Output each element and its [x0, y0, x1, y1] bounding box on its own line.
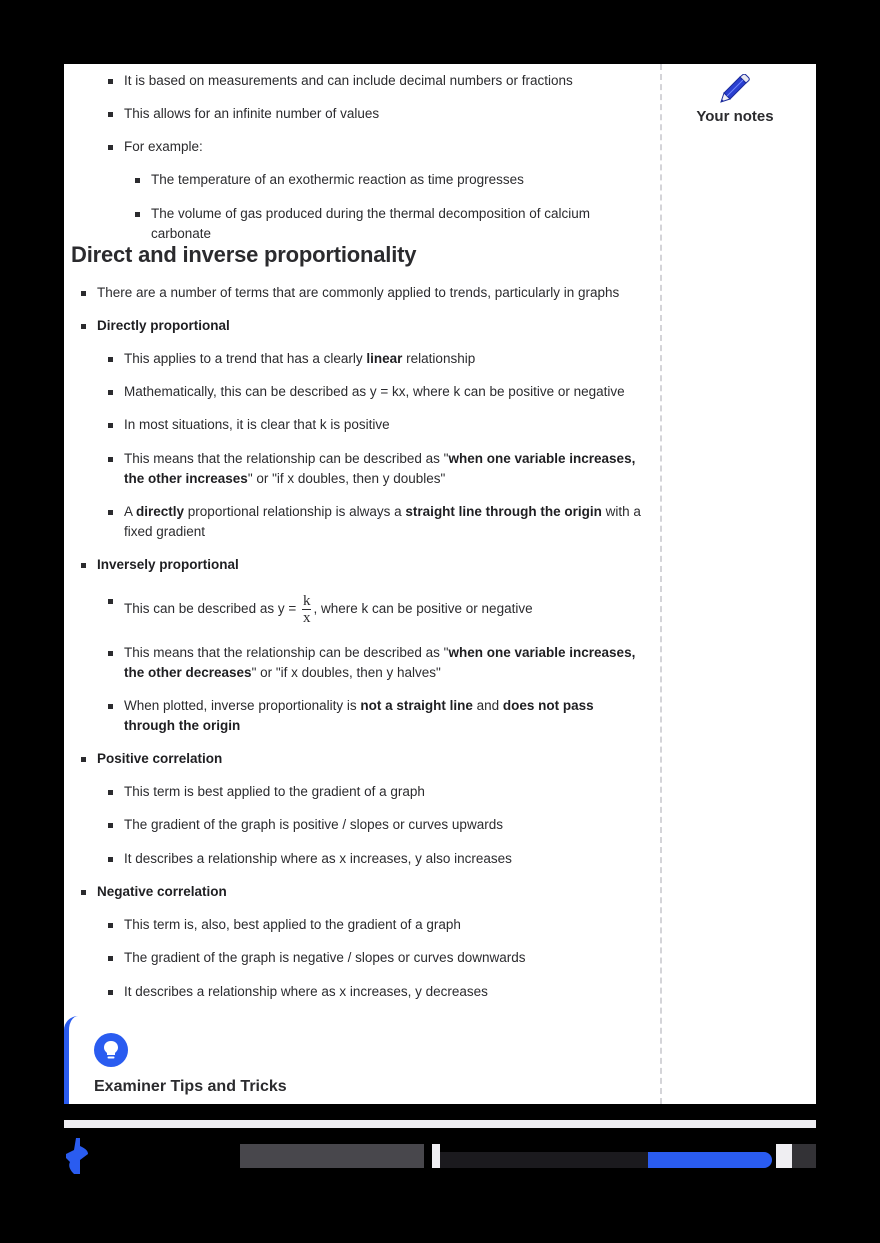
footer-separator: [432, 1144, 440, 1168]
pencil-icon[interactable]: [718, 74, 750, 106]
list-item: This applies to a trend that has a clearly linear relationship: [124, 349, 654, 369]
examiner-tips-box: [64, 1016, 665, 1104]
tip-title: Examiner Tips and Tricks: [94, 1078, 287, 1095]
list-item: It describes a relationship where as x increases, y also increases: [124, 849, 654, 869]
list-item: There are a number of terms that are commonly applied to trends, particularly in graphs: [97, 283, 657, 303]
list-item: This means that the relationship can be described as "when one variable increases, the other increases" or "if x doubles, then y doubles": [124, 449, 654, 489]
term-positive-correlation: Positive correlation: [97, 749, 657, 769]
list-item: This means that the relationship can be described as "when one variable increases, the other decreases" or "if x doubles, then y halves": [124, 643, 654, 683]
list-item: A directly proportional relationship is always a straight line through the origin with a fixed gradient: [124, 502, 654, 542]
footer-tagline-text: [440, 1152, 648, 1168]
term-negative-correlation: Negative correlation: [97, 882, 657, 902]
list-item: This can be described as y = $\frac{k}{x}$ , where k can be positive or negative: [124, 591, 654, 627]
list-item: When plotted, inverse proportionality is not a straight line and does not pass through the origin: [124, 696, 624, 736]
list-item: Mathematically, this can be described as y = kx, where k can be positive or negative: [124, 382, 654, 402]
section-heading: Direct and inverse proportionality: [71, 242, 417, 267]
list-item: For example:: [124, 137, 654, 157]
list-item: The gradient of the graph is positive / slopes or curves upwards: [124, 815, 654, 835]
main-content: [64, 64, 660, 1104]
footer-page-number: [792, 1144, 816, 1168]
list-item: It describes a relationship where as x increases, y decreases: [124, 982, 654, 1002]
document-page: [64, 64, 816, 1104]
footer-page-box: [776, 1144, 792, 1168]
footer-copyright-text: [240, 1144, 424, 1168]
footer-rule: [64, 1120, 816, 1128]
list-item: The gradient of the graph is negative / slopes or curves downwards: [124, 948, 654, 968]
term-directly-proportional: Directly proportional: [97, 316, 657, 336]
list-item: This term is, also, best applied to the gradient of a graph: [124, 915, 654, 935]
list-item: This term is best applied to the gradient of a graph: [124, 782, 654, 802]
list-item: It is based on measurements and can include decimal numbers or fractions: [124, 71, 654, 91]
list-item: The temperature of an exothermic reaction as time progresses: [151, 170, 651, 190]
list-item: In most situations, it is clear that k is positive: [124, 415, 654, 435]
term-inversely-proportional: Inversely proportional: [97, 555, 657, 575]
your-notes-label: Your notes: [696, 108, 774, 125]
footer-link[interactable]: [648, 1152, 772, 1168]
fraction-k-over-x: $\frac{k}{x}$: [302, 592, 311, 626]
lightbulb-icon: [94, 1033, 128, 1067]
list-item: The volume of gas produced during the thermal decomposition of calcium carbonate: [151, 204, 631, 244]
list-item: This allows for an infinite number of values: [124, 104, 654, 124]
notes-panel[interactable]: [662, 64, 816, 264]
brand-logo-icon[interactable]: [64, 1136, 92, 1176]
